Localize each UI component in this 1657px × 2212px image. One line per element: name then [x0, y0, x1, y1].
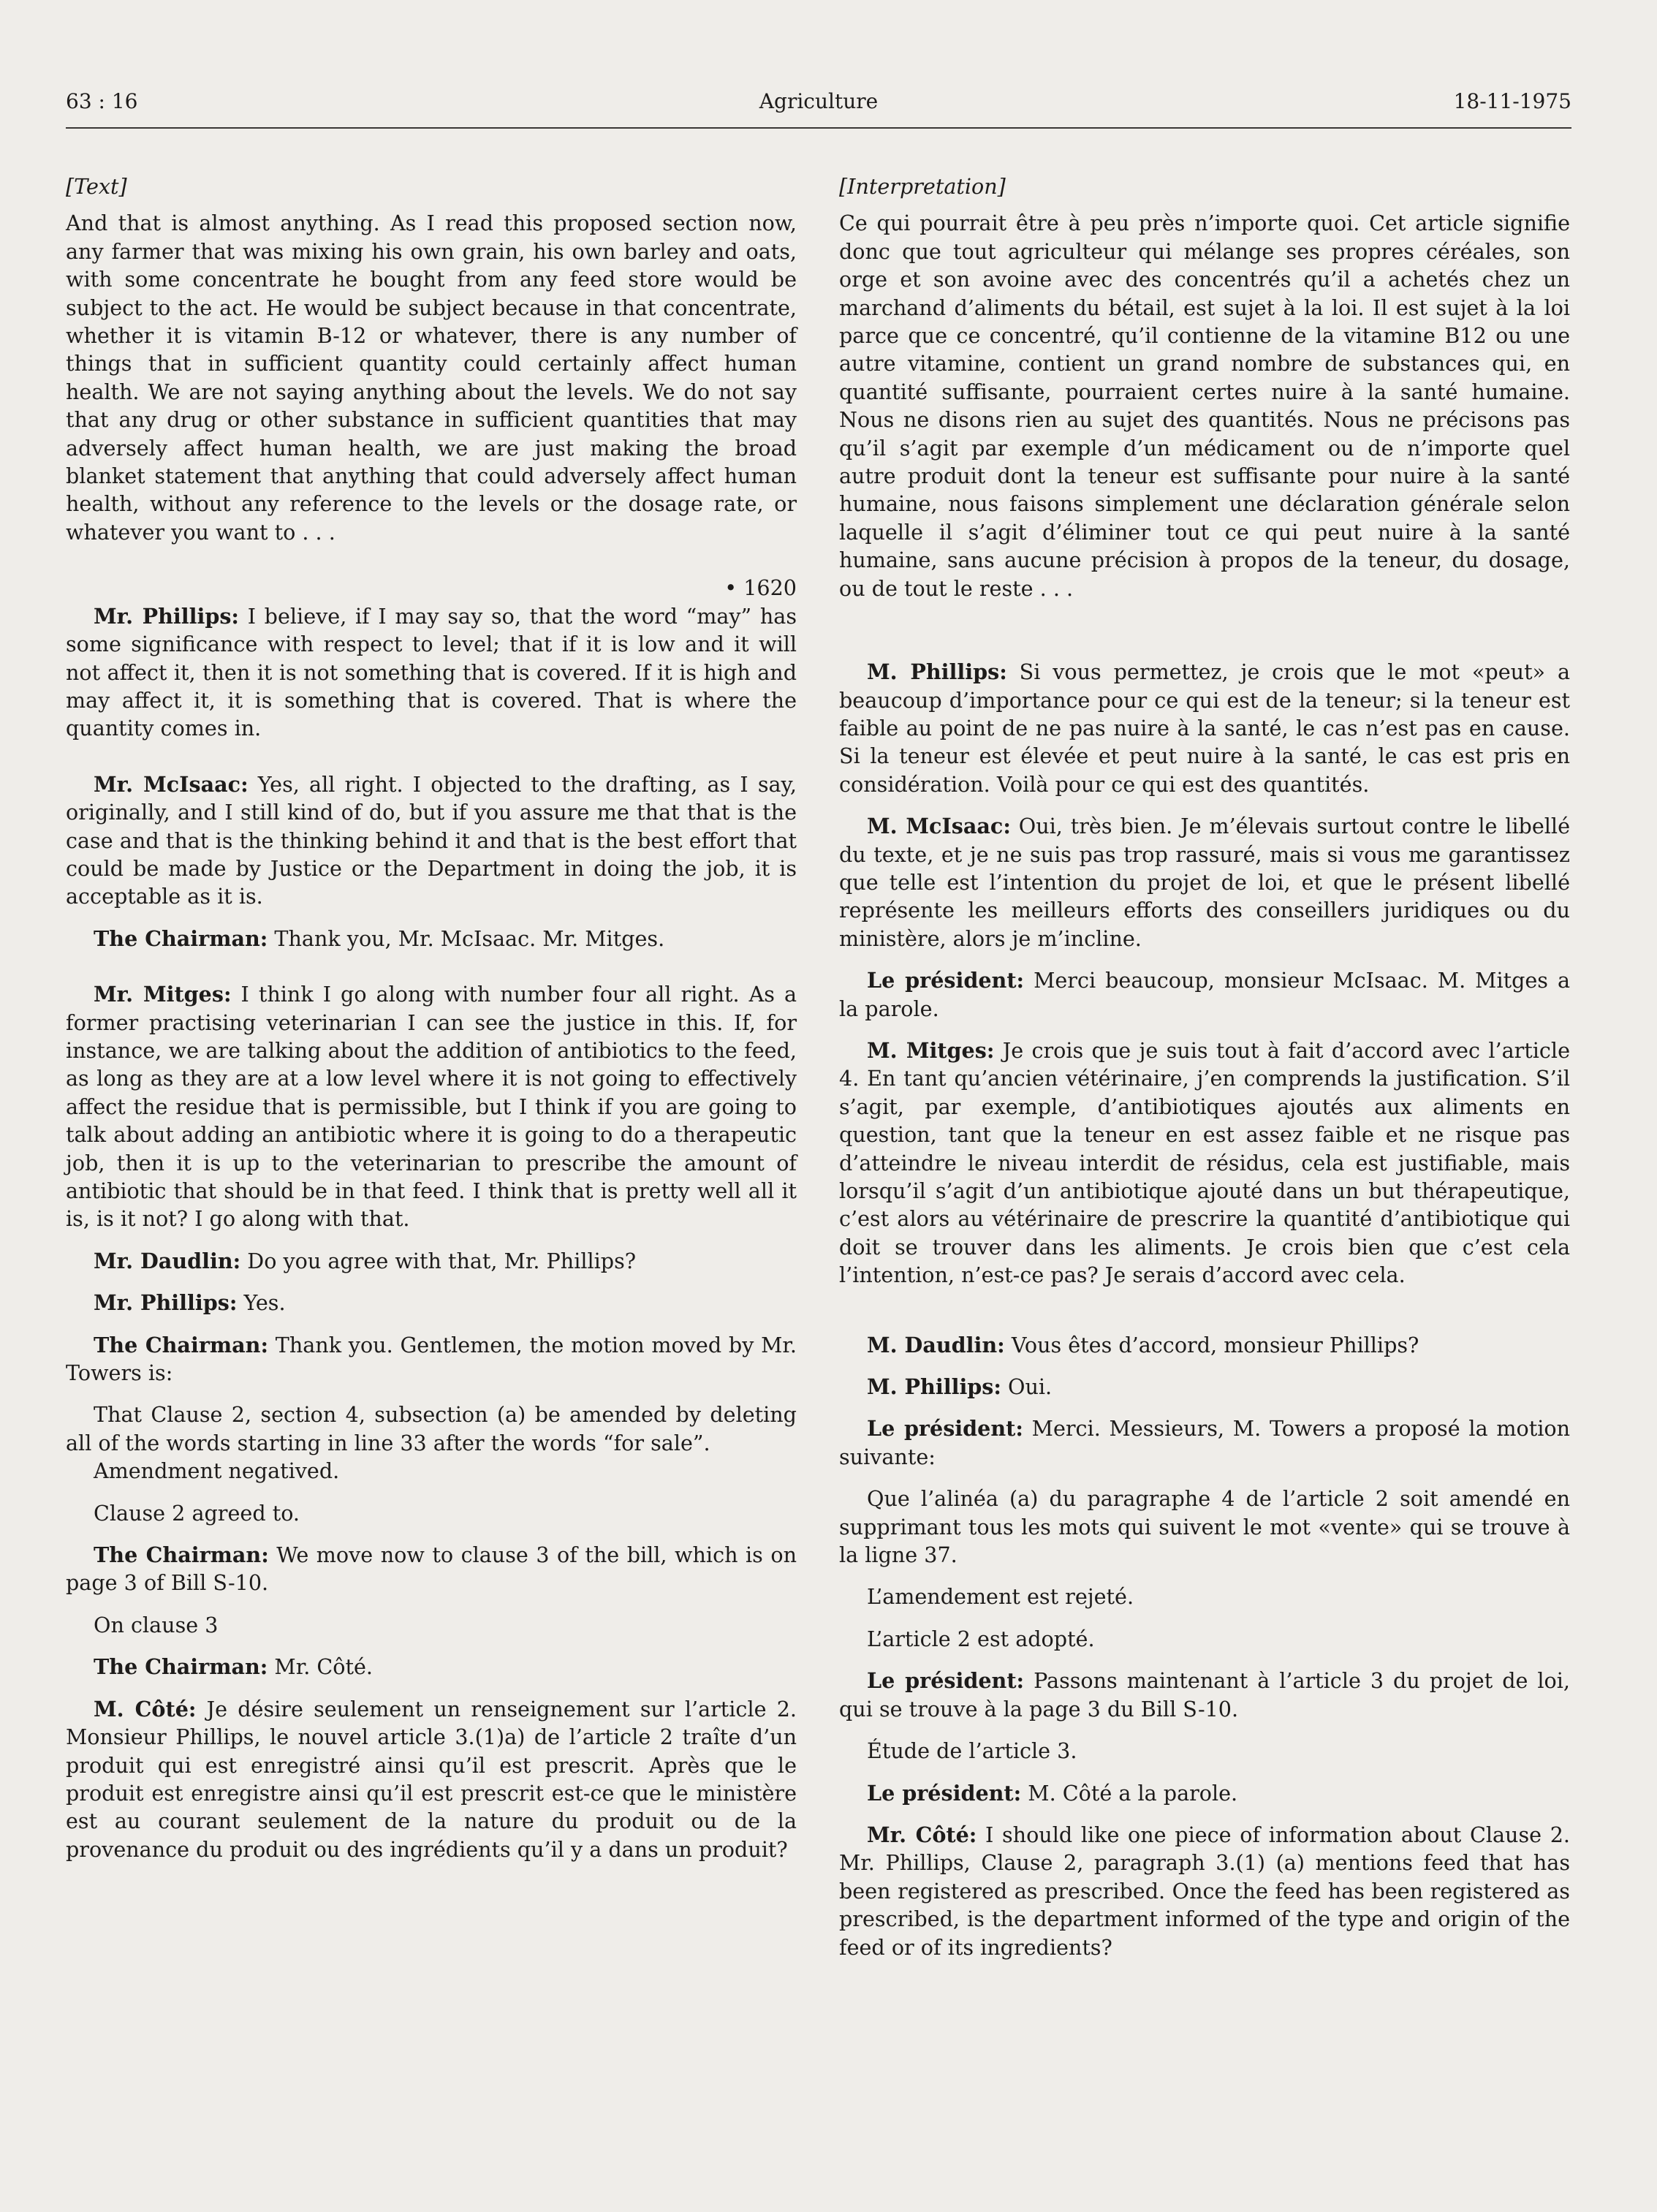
speech: [66, 1331, 797, 1387]
speech-text: M. Côté a la parole.: [1021, 1780, 1238, 1806]
speech: [839, 1821, 1570, 1961]
speech-text: Yes, all right. I objected to the drafting, as I say, originally, and I still kind of do, but if you assure me that that is the case and that is the thinking behind it and that is the best effort that could be made by Justice or the Department in doing the job, it is acceptable as it is.: [66, 771, 797, 909]
speaker: Mr. Côté:: [867, 1822, 977, 1847]
speaker: M. Phillips:: [867, 1374, 1001, 1400]
speech: [66, 1653, 797, 1681]
speech-text: Je désire seulement un renseignement sur l’article 2. Monsieur Phillips, le nouvel article 3.(1)a) de l’article 2 traîte d’un produit qui est enregistré ainsi qu’il est prescrit. Après que le produit est enregistre ainsi qu’il est prescrit est-ce que le ministère est au courant seulement de la nature du produit ou de la provenance du produit ou des ingrédients qu’il y a dans un produit?: [66, 1696, 797, 1862]
speaker: M. McIsaac:: [867, 814, 1011, 839]
paragraph: And that is almost anything. As I read this proposed section now, any farmer that was mixing his own grain, his own barley and oats, with some concentrate he bought from any feed store would be subject to the act. He would be subject because in that concentrate, whether it is vitamin B-12 or whatever, there is any number of things that in sufficient quantity could certainly affect human health. We are not saying anything about the levels. We do not say that any drug or other substance in sufficient quantities that may adversely affect human health, we are just making the broad blanket statement that anything that could adversely affect human health, without any reference to the levels or the dosage rate, or whatever you want to . . .: [66, 211, 797, 545]
speech-text: Vous êtes d’accord, monsieur Phillips?: [1004, 1332, 1419, 1357]
time-marker: • 1620: [724, 575, 797, 601]
speech: [66, 1289, 797, 1317]
speech: [839, 1414, 1570, 1471]
speech: [66, 1247, 797, 1275]
speech: [66, 1541, 797, 1597]
speaker: Mr. Phillips:: [94, 1290, 238, 1316]
procedural-note: L’article 2 est adopté.: [867, 1626, 1095, 1651]
speech-text: I believe, if I may say so, that the word “may” has some significance with respect to level; that if it is low and it will not affect it, then it is not something that is covered. If it is high and may affect it, it is something that is covered. That is where the quantity comes in.: [66, 603, 797, 741]
procedural-note: Clause 2 agreed to.: [94, 1500, 300, 1526]
text-tag: [Text]: [66, 174, 127, 199]
paragraph: Ce qui pourrait être à peu près n’importe quoi. Cet article signifie donc que tout agriculteur qui mélange ses propres céréales, son orge et son avoine avec des concentrés qu’il a achetés chez un marchand d’aliments du bétail, est sujet à la loi. Il est sujet à la loi parce que ce concentré, qu’il contienne de la vitamine B12 ou une autre vitamine, contient un grand nombre de substances qui, en quantité suffisante, pourraient certes nuire à la santé humaine. Nous ne disons rien au sujet des quantités. Nous ne précisons pas qu’il s’agit par exemple d’un médicament ou de n’importe quel autre produit dont la teneur est suffisante pour nuire à la santé humaine, nous faisons simplement une déclaration générale selon laquelle il s’agit d’éliminer tout ce qui peut nuire à la santé humaine, sans aucune précision à propos de la teneur, du dosage, ou de tout le reste . . .: [839, 211, 1570, 601]
motion-text: Que l’alinéa (a) du paragraphe 4 de l’article 2 soit amendé en supprimant tous les mots qui suivent le mot «vente» qui se trouve à la ligne 37.: [839, 1486, 1570, 1568]
procedural-note: L’amendement est rejeté.: [867, 1584, 1134, 1610]
page-number: 63 : 16: [66, 89, 138, 113]
page-header: [66, 86, 1571, 129]
speech-text: Thank you, Mr. McIsaac. Mr. Mitges.: [268, 925, 665, 951]
speaker: Le président:: [867, 1668, 1025, 1694]
speech-text: Thank you. Gentlemen, the motion moved by Mr. Towers is:: [66, 1332, 797, 1386]
speech: [839, 812, 1570, 952]
interpretation-tag: [Interpretation]: [839, 174, 1006, 199]
running-title: Agriculture: [759, 89, 879, 113]
speech-text: Oui, très bien. Je m’élevais surtout contre le libellé du texte, et je ne suis pas trop rassuré, mais si vous me garantissez que telle est l’intention du projet de loi, et que le présent libellé représente les meilleurs efforts des conseillers juridiques ou du ministère, alors je m’incline.: [839, 814, 1570, 951]
speech: [839, 1037, 1570, 1289]
speaker: The Chairman:: [94, 1332, 269, 1357]
speaker: Mr. Phillips:: [94, 603, 239, 629]
speech: [839, 1373, 1570, 1401]
speech-text: Do you agree with that, Mr. Phillips?: [240, 1248, 637, 1273]
speech-text: I think I go along with number four all right. As a former practising veterinarian I can see the justice in this. If, for instance, we are talking about the addition of antibiotics to the feed, as long as they are at a low level where it is not going to effectively affect the residue that is permissible, but I think if you are going to talk about adding an antibiotic where it is going to do a therapeutic job, then it is up to the veterinarian to prescribe the amount of antibiotic that should be in that feed. I think that is pretty well all it is, is it not? I go along with that.: [66, 982, 797, 1232]
speech: [839, 658, 1570, 798]
motion-text: That Clause 2, section 4, subsection (a) be amended by deleting all of the words starting in line 33 after the words “for sale”.: [66, 1402, 797, 1455]
speaker: Mr. Daudlin:: [94, 1248, 241, 1273]
speech: [839, 1331, 1570, 1359]
speaker: The Chairman:: [94, 1654, 268, 1680]
speech: [66, 980, 797, 1233]
speaker: Le président:: [867, 1780, 1022, 1806]
speech: [66, 602, 797, 743]
speaker: The Chairman:: [94, 925, 268, 951]
speaker: The Chairman:: [94, 1542, 269, 1568]
procedural-note: Amendment negatived.: [94, 1458, 340, 1484]
speech: [66, 1695, 797, 1863]
page-date: 18-11-1975: [1453, 89, 1571, 113]
speech: [839, 1779, 1570, 1807]
speech-text: Si vous permettez, je crois que le mot «peut» a beaucoup d’importance pour ce qui est de la teneur; si la teneur est faible au point de ne pas nuire à la santé, le cas n’est pas en cause. Si la teneur est élevée et peut nuire à la santé, le cas est pris en considération. Voilà pour ce qui est des quantités.: [839, 659, 1570, 797]
speech-text: Je crois que je suis tout à fait d’accord avec l’article 4. En tant qu’ancien vétérinaire, j’en comprends la justification. S’il s’agit, par exemple, d’antibiotiques ajoutés aux aliments en question, tant que la teneur en est assez faible et ne risque pas d’atteindre le niveau interdit de résidus, cela est justifiable, mais lorsqu’il s’agit d’un antibiotique ajouté dans un but thérapeutique, c’est alors au vétérinaire de prescrire la quantité d’antibiotique qui doit se trouver dans les aliments. Je crois bien que c’est cela l’intention, n’est-ce pas? Je serais d’accord avec cela.: [839, 1037, 1571, 1288]
speech: [66, 925, 797, 952]
procedural-note: On clause 3: [94, 1612, 219, 1637]
french-column: [839, 173, 1570, 1961]
speech-text: Yes.: [237, 1290, 286, 1316]
english-column: [66, 173, 797, 1863]
speech-text: Merci. Messieurs, M. Towers a proposé la motion suivante:: [839, 1416, 1570, 1469]
speaker: Mr. Mitges:: [94, 982, 232, 1007]
speaker: Le président:: [867, 968, 1025, 993]
speech-text: I should like one piece of information about Clause 2. Mr. Phillips, Clause 2, paragraph 3.(1) (a) mentions feed that has been registered as prescribed. Once the feed has been registered as prescribed, is the department informed of the type and origin of the feed or of its ingredients?: [839, 1822, 1570, 1960]
speaker: Mr. McIsaac:: [94, 771, 249, 797]
speaker: M. Daudlin:: [867, 1332, 1005, 1357]
speech: [839, 966, 1570, 1023]
speech-text: Mr. Côté.: [268, 1654, 374, 1680]
speech-text: Oui.: [1001, 1374, 1053, 1400]
procedural-note: Étude de l’article 3.: [867, 1738, 1077, 1764]
speech-text: We move now to clause 3 of the bill, which is on page 3 of Bill S-10.: [66, 1542, 797, 1596]
speaker: M. Côté:: [94, 1696, 197, 1722]
speech-text: Passons maintenant à l’article 3 du projet de loi, qui se trouve à la page 3 du Bill S-10.: [839, 1668, 1570, 1722]
speaker: M. Phillips:: [867, 659, 1007, 685]
speech: [839, 1667, 1570, 1723]
speech: [66, 770, 797, 911]
speaker: M. Mitges:: [867, 1037, 995, 1063]
speaker: Le président:: [867, 1416, 1023, 1442]
speech-text: Merci beaucoup, monsieur McIsaac. M. Mitges a la parole.: [839, 968, 1571, 1021]
